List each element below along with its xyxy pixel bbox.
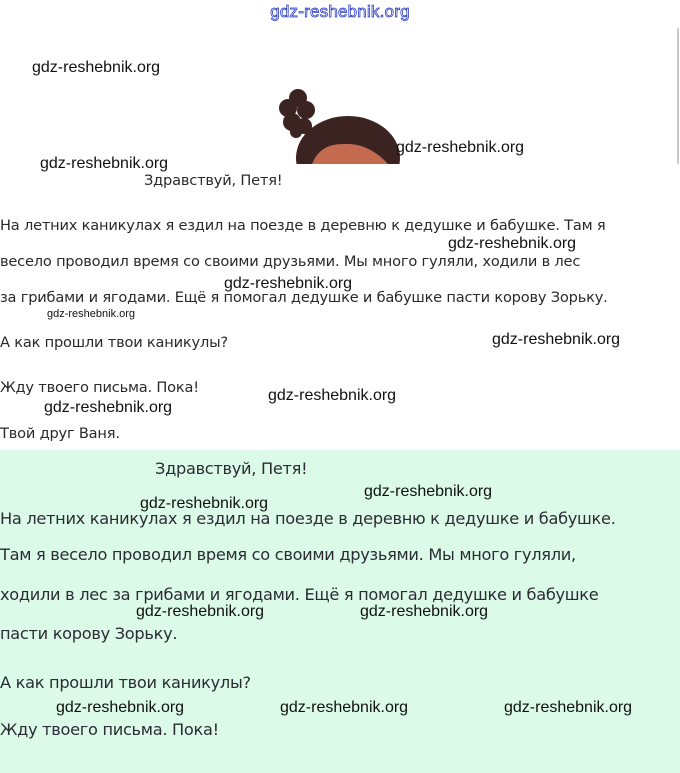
letter-greeting: Здравствуй, Петя! xyxy=(144,172,283,189)
scrollbar[interactable] xyxy=(677,28,679,164)
header-watermark[interactable]: gdz-reshebnik.org xyxy=(270,2,410,21)
watermark[interactable]: gdz-reshebnik.org xyxy=(56,699,185,716)
watermark[interactable]: gdz-reshebnik.org xyxy=(44,399,173,416)
letter-body-line: за грибами и ягодами. Ещё я помогал дедушке и бабушке пасти корову Зорьку. xyxy=(0,289,608,306)
watermark[interactable]: gdz-reshebnik.org xyxy=(504,699,633,716)
watermark[interactable]: gdz-reshebnik.org xyxy=(360,603,489,620)
cropped-text-fragment xyxy=(0,766,120,773)
letter-signature: Твой друг Ваня. xyxy=(0,425,120,442)
letter-body-line: На летних каникулах я ездил на поезде в деревню к дедушке и бабушке. Там я xyxy=(0,217,606,234)
watermark[interactable]: gdz-reshebnik.org xyxy=(224,275,353,292)
watermark[interactable]: gdz-reshebnik.org xyxy=(492,331,621,348)
watermark[interactable]: gdz-reshebnik.org xyxy=(280,699,409,716)
answer-body-line: пасти корову Зорьку. xyxy=(0,624,178,643)
watermark[interactable]: gdz-reshebnik.org xyxy=(40,155,169,172)
watermark[interactable]: gdz-reshebnik.org xyxy=(140,495,269,512)
answer-closing: Жду твоего письма. Пока! xyxy=(0,720,219,739)
watermark[interactable]: gdz-reshebnik.org xyxy=(396,139,525,156)
watermark[interactable]: gdz-reshebnik.org xyxy=(136,603,265,620)
letter-closing: Жду твоего письма. Пока! xyxy=(0,379,199,396)
girl-avatar-icon xyxy=(276,88,400,164)
answer-question: А как прошли твои каникулы? xyxy=(0,673,251,692)
watermark[interactable]: gdz-reshebnik.org xyxy=(47,308,136,320)
watermark[interactable]: gdz-reshebnik.org xyxy=(32,59,161,76)
answer-body-line: Там я весело проводил время со своими друзьями. Мы много гуляли, xyxy=(0,545,576,564)
watermark[interactable]: gdz-reshebnik.org xyxy=(268,387,397,404)
answer-body-line: ходили в лес за грибами и ягодами. Ещё я помогал дедушке и бабушке xyxy=(0,585,599,604)
letter-question: А как прошли твои каникулы? xyxy=(0,334,228,351)
watermark[interactable]: gdz-reshebnik.org xyxy=(364,483,493,500)
answer-greeting: Здравствуй, Петя! xyxy=(155,459,308,478)
watermark[interactable]: gdz-reshebnik.org xyxy=(448,235,577,252)
letter-body-line: весело проводил время со своими друзьями. Мы много гуляли, ходили в лес xyxy=(0,253,581,270)
answer-body-line: На летних каникулах я ездил на поезде в деревню к дедушке и бабушке. xyxy=(0,509,616,528)
avatar-illustration xyxy=(276,88,400,164)
